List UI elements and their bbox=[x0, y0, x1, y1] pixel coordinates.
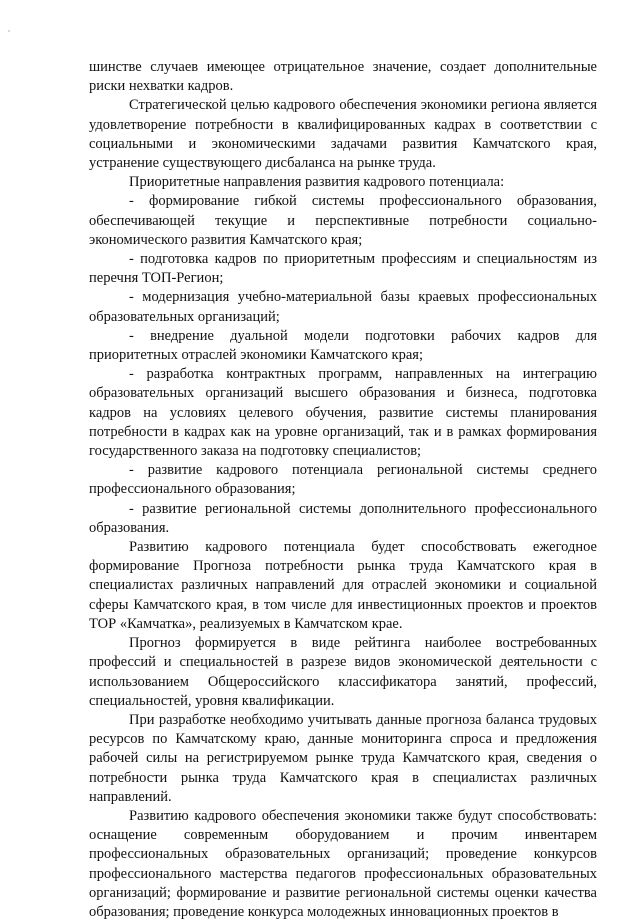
scan-mark bbox=[8, 30, 10, 32]
list-item: - внедрение дуальной модели подготовки рабочих кадров для приоритетных отраслей экономики Камчатского края; bbox=[89, 327, 597, 364]
list-item: - модернизация учебно-материальной базы краевых профессиональных образовательных организаций; bbox=[89, 289, 597, 325]
paragraph-priority-directions: Приоритетные направления развития кадрового потенциала: bbox=[129, 174, 505, 191]
paragraph-staffing-measures: Развитию кадрового обеспечения экономики также будут способствовать: оснащение современным оборудованием и прочим инвентарем профессиональных образовательных организаций; проведение конкурсов профессионального мастерства педагогов профессиональных образовательных организаций; формирование и развитие региональной системы оценки качества образования; проведение конкурса молодежных инновационных проектов в bbox=[89, 807, 597, 920]
paragraph-strategic-goal: Стратегической целью кадрового обеспечения экономики региона является удовлетворение потребности в квалифицированных кадрах в соответствии с социальными и экономическими задачами развития Камчатского края, устранение существующего дисбаланса на рынке труда. bbox=[89, 97, 597, 172]
document-body bbox=[89, 58, 597, 922]
list-item: - развитие региональной системы дополнительного профессионального образования. bbox=[89, 500, 597, 536]
paragraph-forecast-development: Развитию кадрового потенциала будет способствовать ежегодное формирование Прогноза потребности рынка труда Камчатского края в специалистах различных направлений для отраслей экономики и социальной сферы Камчатского края, в том числе для инвестиционных проектов и проектов ТОР «Камчатка», реализуемых в Камчатском крае. bbox=[89, 539, 597, 632]
list-item: - развитие кадрового потенциала региональной системы среднего профессионального образования; bbox=[89, 462, 597, 498]
list-item: - формирование гибкой системы профессионального образования, обеспечивающей текущие и перспективные потребности социально-экономического развития Камчатского края; bbox=[89, 193, 597, 248]
list-item: - разработка контрактных программ, направленных на интеграцию образовательных организаций высшего образования и бизнеса, подготовка кадров на условиях целевого обучения, развитие системы планирования потребности в кадрах как на уровне организаций, так и в рамках формирования государственного заказа на подготовку специалистов; bbox=[89, 366, 597, 460]
paragraph-forecast-rating: Прогноз формируется в виде рейтинга наиболее востребованных профессий и специальностей в разрезе видов экономической деятельности с использованием Общероссийского классификатора занятий, профессий, специальностей, уровня квалификации. bbox=[89, 635, 597, 709]
paragraph-continuation: шинстве случаев имеющее отрицательное значение, создает дополнительные риски нехватки кадров. bbox=[89, 59, 597, 95]
paragraph-forecast-inputs: При разработке необходимо учитывать данные прогноза баланса трудовых ресурсов по Камчатскому краю, данные мониторинга спроса и предложения рабочей силы на регистрируемом рынке труда Камчатского края, сведения о потребности рынка труда Камчатского края в специалистах различных направлений. bbox=[89, 711, 597, 805]
list-item: - подготовка кадров по приоритетным профессиям и специальностям из перечня ТОП-Регион; bbox=[89, 251, 597, 287]
